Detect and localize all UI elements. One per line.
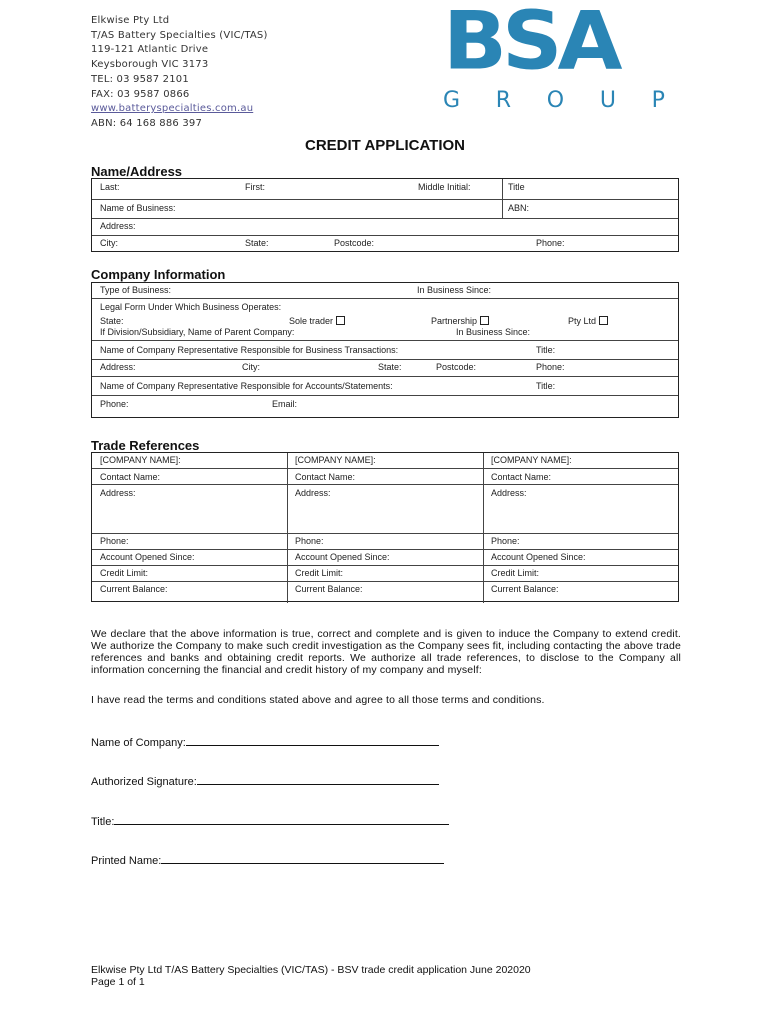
field-accounts-email[interactable]: Email: [272, 399, 298, 409]
agreement-text: I have read the terms and conditions stated above and agree to all those terms and conditions. [91, 694, 545, 706]
row-divider [92, 565, 678, 566]
field-middle-initial[interactable]: Middle Initial: [418, 182, 471, 192]
ref-current-balance[interactable]: Current Balance: [100, 584, 168, 594]
ref-address[interactable]: Address: [295, 488, 331, 498]
page-title: CREDIT APPLICATION [305, 137, 465, 154]
row-divider [92, 298, 678, 299]
row-divider [92, 235, 678, 236]
section-heading-company-info: Company Information [91, 267, 226, 282]
field-business-type[interactable]: Type of Business: [100, 285, 172, 295]
row-divider [92, 199, 678, 200]
ref-current-balance[interactable]: Current Balance: [295, 584, 363, 594]
signature-printed-line[interactable] [161, 852, 444, 864]
checkbox[interactable] [336, 316, 345, 325]
field-rep-postcode[interactable]: Postcode: [436, 362, 477, 372]
legal-form-label: Legal Form Under Which Business Operates: [100, 302, 282, 312]
field-phone[interactable]: Phone: [536, 238, 565, 248]
field-rep-accounts-title[interactable]: Title: [536, 381, 556, 391]
ref-phone[interactable]: Phone: [491, 536, 520, 546]
field-parent-company[interactable]: If Division/Subsidiary, Name of Parent Company: [100, 327, 295, 337]
logo-letter: U [599, 88, 616, 113]
ref-contact-name[interactable]: Contact Name: [295, 472, 356, 482]
ref-credit-limit[interactable]: Credit Limit: [100, 568, 149, 578]
row-divider [92, 340, 678, 341]
company-address-block [91, 14, 268, 132]
abn-text: ABN: 64 168 886 397 [91, 117, 203, 129]
ref-company-name[interactable]: [COMPANY NAME]: [491, 455, 572, 465]
option-label: Partnership [431, 316, 478, 326]
signature-title-label: Title: [91, 816, 115, 828]
row-divider [92, 533, 678, 534]
ref-account-opened[interactable]: Account Opened Since: [295, 552, 390, 562]
field-accounts-phone[interactable]: Phone: [100, 399, 129, 409]
header-line: Keysborough VIC 3173 [91, 59, 209, 71]
ref-address[interactable]: Address: [491, 488, 527, 498]
ref-current-balance[interactable]: Current Balance: [491, 584, 559, 594]
ref-credit-limit[interactable]: Credit Limit: [491, 568, 540, 578]
ref-company-name[interactable]: [COMPANY NAME]: [295, 455, 376, 465]
field-rep-transactions[interactable]: Name of Company Representative Responsible for Business Transactions: [100, 345, 399, 355]
row-divider [92, 468, 678, 469]
field-rep-title[interactable]: Title: [536, 345, 556, 355]
row-divider [92, 359, 678, 360]
field-rep-state[interactable]: State: [378, 362, 402, 372]
field-first-name[interactable]: First: [245, 182, 265, 192]
option-partnership[interactable] [431, 316, 489, 326]
ref-contact-name[interactable]: Contact Name: [100, 472, 161, 482]
field-rep-city[interactable]: City: [242, 362, 260, 372]
field-title[interactable]: Title [508, 182, 525, 192]
header-line: 119-121 Atlantic Drive [91, 44, 209, 56]
row-divider [92, 395, 678, 396]
signature-printed-label: Printed Name: [91, 855, 162, 867]
ref-contact-name[interactable]: Contact Name: [491, 472, 552, 482]
ref-phone[interactable]: Phone: [100, 536, 129, 546]
ref-account-opened[interactable]: Account Opened Since: [100, 552, 195, 562]
option-label: Sole trader [289, 316, 334, 326]
ref-account-opened[interactable]: Account Opened Since: [491, 552, 586, 562]
field-rep-phone[interactable]: Phone: [536, 362, 565, 372]
field-last-name[interactable]: Last: [100, 182, 120, 192]
trade-references-table [91, 452, 679, 602]
field-in-business-since[interactable]: In Business Since: [417, 285, 492, 295]
field-state[interactable]: State: [245, 238, 269, 248]
option-pty-ltd[interactable] [568, 316, 608, 326]
signature-company-label: Name of Company: [91, 737, 186, 749]
field-postcode[interactable]: Postcode: [334, 238, 375, 248]
row-divider [92, 376, 678, 377]
section-heading-name-address: Name/Address [91, 164, 183, 179]
signature-printed-row[interactable] [91, 852, 444, 867]
logo-letter: O [546, 88, 565, 113]
page-footer [91, 964, 531, 988]
footer-doc-info: Elkwise Pty Ltd T/AS Battery Specialties (VIC/TAS) - BSV trade credit application June 202020 [91, 964, 531, 976]
ref-phone[interactable]: Phone: [295, 536, 324, 546]
row-divider [92, 581, 678, 582]
ref-credit-limit[interactable]: Credit Limit: [295, 568, 344, 578]
header-line: FAX: 03 9587 0866 [91, 88, 190, 100]
field-in-business-since-2[interactable]: In Business Since: [456, 327, 531, 337]
ref-company-name[interactable]: [COMPANY NAME]: [100, 455, 181, 465]
signature-title-line[interactable] [114, 813, 449, 825]
row-divider [92, 549, 678, 550]
signature-authorized-row[interactable] [91, 773, 439, 788]
bsa-group-logo [443, 0, 665, 113]
signature-title-row[interactable] [91, 813, 449, 828]
declaration-text: We declare that the above information is true, correct and complete and is given to induce the Company to extend credit. We authorize the Company to make such credit investigation as the Company sees fit, including contacting the above trade references and banks and obtaining credit reports. We authorize all trade references, to disclose to the Company all information concerning the financial and credit history of my company and myself: [91, 628, 681, 676]
field-rep-address[interactable]: Address: [100, 362, 136, 372]
option-label: Pty Ltd [568, 316, 597, 326]
logo-sub-text [443, 88, 665, 113]
header-line: Elkwise Pty Ltd [91, 15, 170, 26]
field-business-name[interactable]: Name of Business: [100, 203, 176, 213]
field-city[interactable]: City: [100, 238, 118, 248]
option-sole-trader[interactable] [289, 316, 345, 326]
checkbox[interactable] [599, 316, 608, 325]
signature-company-line[interactable] [186, 734, 439, 746]
section-heading-trade-refs: Trade References [91, 438, 200, 453]
logo-letter: G [443, 88, 461, 113]
logo-main-text: BSA [443, 0, 618, 88]
field-address[interactable]: Address: [100, 221, 136, 231]
signature-authorized-line[interactable] [197, 773, 439, 785]
column-divider [502, 179, 503, 218]
field-abn[interactable]: ABN: [508, 203, 530, 213]
checkbox[interactable] [480, 316, 489, 325]
row-divider [92, 218, 678, 219]
ref-address[interactable]: Address: [100, 488, 136, 498]
header-line: TEL: 03 9587 2101 [91, 73, 189, 85]
signature-company-row[interactable] [91, 734, 439, 749]
header-line: T/AS Battery Specialties (VIC/TAS) [91, 29, 268, 41]
name-address-box [91, 178, 679, 252]
footer-page-number: Page 1 of 1 [91, 976, 145, 988]
website-link[interactable]: www.batteryspecialties.com.au [91, 103, 254, 115]
logo-letter: P [651, 88, 665, 113]
company-info-box [91, 282, 679, 418]
field-state[interactable]: State: [100, 316, 124, 326]
logo-letter: R [495, 88, 512, 113]
signature-authorized-label: Authorized Signature: [91, 776, 197, 788]
row-divider [92, 484, 678, 485]
field-rep-accounts[interactable]: Name of Company Representative Responsible for Accounts/Statements: [100, 381, 393, 391]
